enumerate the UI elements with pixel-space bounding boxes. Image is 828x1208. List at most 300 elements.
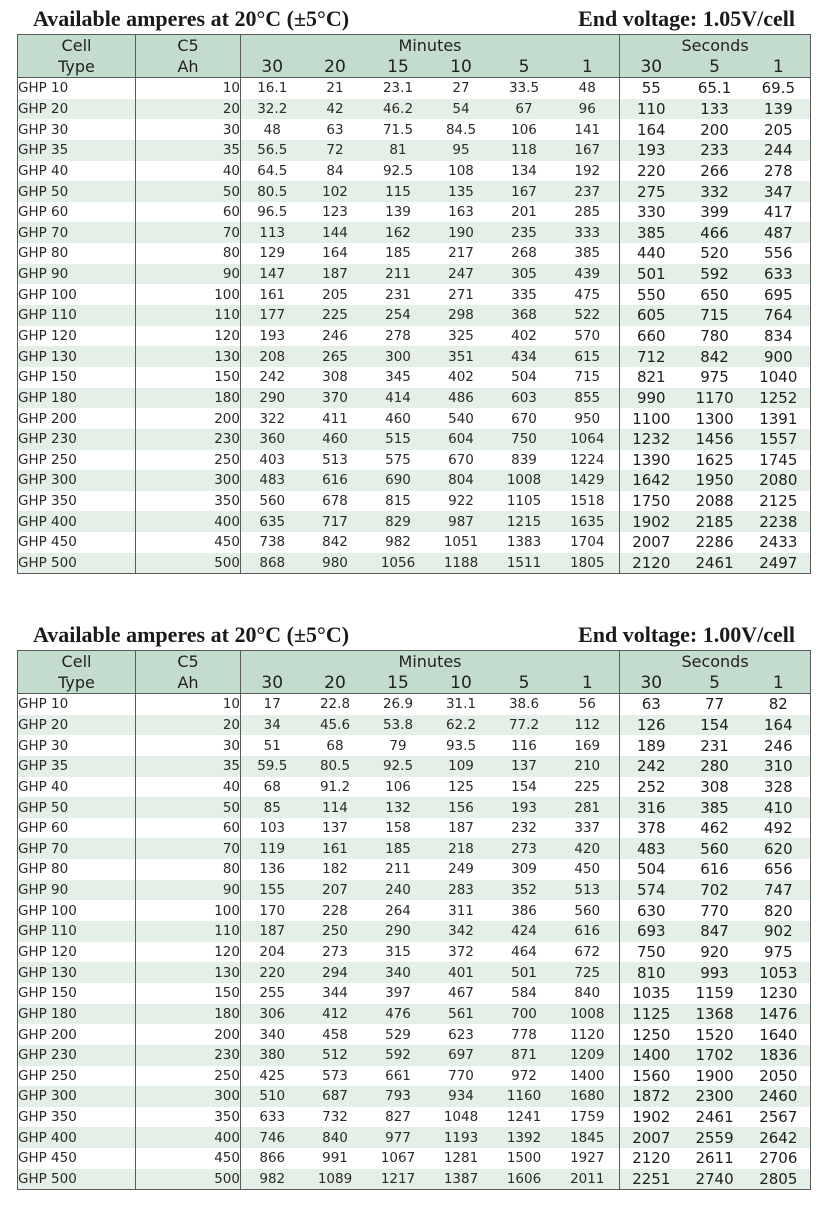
table-row: [18, 491, 811, 512]
value-cell: 1241: [506, 1109, 542, 1126]
table-row: [18, 1066, 811, 1087]
cell-type: GHP 230: [18, 1045, 136, 1066]
value-cell: 315: [385, 944, 411, 960]
capacity-cell: 20: [136, 99, 241, 120]
value-cell: 192: [556, 161, 620, 182]
capacity-cell: 350: [136, 491, 241, 512]
capacity-cell: 35: [136, 756, 241, 777]
value-cell: 556: [747, 243, 811, 264]
seconds-group-header: Seconds: [620, 35, 811, 57]
value-cell: 464: [511, 944, 537, 960]
value-cell: 225: [556, 777, 620, 798]
value-cell: 834: [747, 326, 811, 347]
value-cell: 660: [620, 326, 683, 347]
cell-type: GHP 500: [18, 553, 136, 574]
value-cell: 403: [241, 450, 304, 471]
value-cell: 2706: [747, 1148, 811, 1169]
value-cell: 616: [556, 921, 620, 942]
value-cell: 690: [367, 470, 430, 491]
value-cell: 1872: [620, 1086, 683, 1107]
value-cell: 115: [367, 181, 430, 202]
capacity-cell: 120: [136, 942, 241, 963]
value-cell: 982: [385, 534, 411, 551]
value-cell: 575: [385, 451, 411, 468]
cell-type: GHP 110: [18, 305, 136, 326]
value-cell: 23.1: [382, 80, 414, 97]
value-cell: 42: [304, 99, 367, 120]
capacity-cell: 150: [136, 367, 241, 388]
value-cell: 1902: [620, 511, 683, 532]
table-row: [18, 161, 811, 182]
value-cell: 842: [683, 346, 747, 367]
value-cell: 352: [493, 880, 556, 901]
cell-type: GHP 180: [18, 1004, 136, 1025]
cell-type: GHP 350: [18, 1107, 136, 1128]
value-cell: 1048: [443, 1109, 479, 1126]
minutes-column-header: 30: [241, 672, 304, 694]
value-cell: 114: [304, 797, 367, 818]
value-cell: 63: [326, 121, 344, 138]
value-cell: 561: [430, 1004, 493, 1025]
cell-type: GHP 300: [18, 470, 136, 491]
value-cell: 217: [448, 245, 474, 262]
value-cell: 1281: [443, 1150, 479, 1167]
value-cell: 434: [493, 346, 556, 367]
capacity-cell: 250: [136, 450, 241, 471]
table-row: [18, 921, 811, 942]
seconds-column-header: 1: [747, 672, 811, 694]
value-cell: 342: [430, 921, 493, 942]
value-cell: 1900: [695, 1066, 734, 1085]
value-cell: 975: [747, 942, 811, 963]
value-cell: 1064: [556, 429, 620, 450]
value-cell: 154: [683, 715, 747, 736]
value-cell: 1560: [620, 1066, 683, 1087]
value-cell: 386: [511, 902, 537, 919]
value-cell: 59.5: [241, 756, 304, 777]
header-row-columns: [18, 56, 811, 78]
seconds-column-header: 5: [683, 56, 747, 78]
value-cell: 96.5: [241, 202, 304, 223]
value-cell: 1805: [556, 553, 620, 574]
value-cell: 220: [241, 962, 304, 983]
cell-type: GHP 90: [18, 264, 136, 285]
discharge-table: [17, 34, 811, 574]
value-cell: 1105: [506, 493, 542, 510]
c5-header: C5: [136, 651, 241, 673]
value-cell: 501: [620, 264, 683, 285]
value-cell: 991: [322, 1150, 348, 1167]
value-cell: 492: [747, 818, 811, 839]
value-cell: 27: [452, 80, 470, 97]
value-cell: 380: [241, 1045, 304, 1066]
table-row: [18, 202, 811, 223]
table-row: [18, 797, 811, 818]
value-cell: 308: [322, 369, 348, 386]
table-row: [18, 1086, 811, 1107]
value-cell: 934: [430, 1086, 493, 1107]
value-cell: 164: [322, 245, 348, 262]
value-cell: 113: [241, 222, 304, 243]
end-voltage-label: End voltage: 1.05V/cell: [578, 6, 795, 31]
cell-type: GHP 300: [18, 1086, 136, 1107]
value-cell: 136: [241, 859, 304, 880]
value-cell: 190: [430, 222, 493, 243]
value-cell: 529: [385, 1026, 411, 1043]
value-cell: 670: [448, 451, 474, 468]
value-cell: 54: [430, 99, 493, 120]
capacity-cell: 80: [136, 243, 241, 264]
value-cell: 254: [367, 305, 430, 326]
value-cell: 56: [556, 694, 620, 715]
value-cell: 702: [683, 880, 747, 901]
value-cell: 185: [385, 245, 411, 262]
value-cell: 1008: [556, 1004, 620, 1025]
value-cell: 233: [683, 140, 747, 161]
cell-type: GHP 20: [18, 715, 136, 736]
cell-type: GHP 120: [18, 942, 136, 963]
value-cell: 322: [241, 408, 304, 429]
value-cell: 77: [705, 695, 725, 714]
value-cell: 2740: [683, 1169, 747, 1190]
table-row: [18, 715, 811, 736]
capacity-cell: 200: [136, 1024, 241, 1045]
cell-type: GHP 150: [18, 983, 136, 1004]
value-cell: 38.6: [508, 696, 540, 713]
cell-type: GHP 50: [18, 797, 136, 818]
capacity-cell: 180: [136, 1004, 241, 1025]
value-cell: 21: [326, 80, 344, 97]
value-cell: 821: [620, 367, 683, 388]
value-cell: 592: [367, 1045, 430, 1066]
table-row: [18, 450, 811, 471]
value-cell: 922: [448, 493, 474, 510]
value-cell: 513: [322, 451, 348, 468]
value-cell: 250: [304, 921, 367, 942]
value-cell: 2460: [747, 1086, 811, 1107]
value-cell: 515: [367, 429, 430, 450]
value-cell: 85: [241, 797, 304, 818]
capacity-cell: 40: [136, 161, 241, 182]
value-cell: 22.8: [319, 696, 351, 713]
value-cell: 77.2: [493, 715, 556, 736]
table-row: [18, 1127, 811, 1148]
cell-type: GHP 150: [18, 367, 136, 388]
value-cell: 298: [430, 305, 493, 326]
value-cell: 717: [304, 511, 367, 532]
value-cell: 1642: [620, 470, 683, 491]
value-cell: 64.5: [241, 161, 304, 182]
value-cell: 1387: [430, 1169, 493, 1190]
value-cell: 2185: [683, 511, 747, 532]
value-cell: 840: [304, 1127, 367, 1148]
value-cell: 161: [241, 284, 304, 305]
value-cell: 746: [241, 1127, 304, 1148]
value-cell: 249: [448, 861, 474, 878]
value-cell: 1008: [493, 470, 556, 491]
value-cell: 2461: [695, 1108, 734, 1127]
value-cell: 228: [322, 902, 348, 919]
value-cell: 311: [448, 902, 474, 919]
value-cell: 182: [322, 861, 348, 878]
capacity-cell: 180: [136, 388, 241, 409]
minutes-column-header: 15: [367, 56, 430, 78]
value-cell: 770: [448, 1067, 474, 1084]
value-cell: 417: [747, 202, 811, 223]
value-cell: 670: [511, 410, 537, 427]
value-cell: 268: [511, 245, 537, 262]
value-cell: 308: [700, 777, 729, 796]
value-cell: 2433: [747, 532, 811, 553]
value-cell: 372: [448, 944, 474, 960]
capacity-cell: 90: [136, 264, 241, 285]
value-cell: 697: [430, 1045, 493, 1066]
value-cell: 337: [556, 818, 620, 839]
table-row: [18, 181, 811, 202]
table-row: [18, 983, 811, 1004]
value-cell: 325: [448, 328, 474, 344]
value-cell: 125: [448, 778, 474, 795]
value-cell: 747: [747, 880, 811, 901]
value-cell: 868: [241, 553, 304, 574]
table-row: [18, 1107, 811, 1128]
value-cell: 300: [367, 346, 430, 367]
value-cell: 378: [620, 818, 683, 839]
capacity-cell: 70: [136, 838, 241, 859]
cell-type-header: Type: [18, 56, 136, 78]
capacity-cell: 50: [136, 797, 241, 818]
capacity-cell: 300: [136, 470, 241, 491]
value-cell: 827: [385, 1109, 411, 1126]
value-cell: 678: [322, 493, 348, 510]
value-cell: 71.5: [382, 121, 414, 138]
value-cell: 106: [511, 121, 537, 138]
value-cell: 177: [241, 305, 304, 326]
value-cell: 977: [367, 1127, 430, 1148]
value-cell: 167: [556, 140, 620, 161]
table-row: [18, 222, 811, 243]
value-cell: 95: [430, 140, 493, 161]
value-cell: 2300: [683, 1086, 747, 1107]
value-cell: 242: [241, 367, 304, 388]
value-cell: 1836: [747, 1045, 811, 1066]
value-cell: 231: [385, 286, 411, 303]
value-cell: 252: [620, 777, 683, 798]
table-row: [18, 900, 811, 921]
cell-type: GHP 60: [18, 818, 136, 839]
value-cell: 820: [747, 900, 811, 921]
cell-type-header: Cell: [18, 35, 136, 57]
value-cell: 91.2: [319, 778, 351, 795]
value-cell: 32.2: [241, 99, 304, 120]
value-cell: 661: [385, 1067, 411, 1084]
capacity-cell: 60: [136, 202, 241, 223]
value-cell: 440: [620, 243, 683, 264]
value-cell: 169: [556, 735, 620, 756]
value-cell: 1625: [695, 450, 734, 469]
value-cell: 118: [493, 140, 556, 161]
capacity-cell: 120: [136, 326, 241, 347]
value-cell: 414: [367, 388, 430, 409]
value-cell: 147: [241, 264, 304, 285]
value-cell: 34: [241, 715, 304, 736]
value-cell: 1160: [493, 1086, 556, 1107]
value-cell: 246: [747, 735, 811, 756]
cell-type: GHP 120: [18, 326, 136, 347]
value-cell: 205: [747, 119, 811, 140]
value-cell: 397: [385, 985, 411, 1002]
value-cell: 487: [747, 222, 811, 243]
value-cell: 1232: [620, 429, 683, 450]
value-cell: 410: [747, 797, 811, 818]
value-cell: 1400: [556, 1066, 620, 1087]
value-cell: 1557: [747, 429, 811, 450]
minutes-group-header: Minutes: [241, 35, 620, 57]
value-cell: 205: [322, 286, 348, 303]
value-cell: 1193: [430, 1127, 493, 1148]
value-cell: 112: [556, 715, 620, 736]
minutes-column-header: 30: [241, 56, 304, 78]
value-cell: 255: [241, 983, 304, 1004]
value-cell: 1230: [747, 983, 811, 1004]
value-cell: 993: [683, 962, 747, 983]
capacity-cell: 500: [136, 1169, 241, 1190]
value-cell: 163: [448, 204, 474, 221]
cell-type: GHP 40: [18, 777, 136, 798]
value-cell: 700: [493, 1004, 556, 1025]
value-cell: 1476: [747, 1004, 811, 1025]
minutes-column-header: 10: [430, 56, 493, 78]
value-cell: 51: [241, 735, 304, 756]
value-cell: 501: [493, 962, 556, 983]
value-cell: 137: [493, 756, 556, 777]
value-cell: 467: [448, 985, 474, 1002]
table-row: [18, 78, 811, 99]
value-cell: 871: [493, 1045, 556, 1066]
value-cell: 401: [430, 962, 493, 983]
value-cell: 332: [683, 181, 747, 202]
value-cell: 368: [493, 305, 556, 326]
value-cell: 247: [430, 264, 493, 285]
value-cell: 573: [322, 1067, 348, 1084]
value-cell: 840: [556, 983, 620, 1004]
value-cell: 139: [385, 204, 411, 221]
value-cell: 110: [620, 99, 683, 120]
value-cell: 483: [620, 838, 683, 859]
value-cell: 108: [448, 162, 474, 179]
value-cell: 96: [556, 99, 620, 120]
value-cell: 604: [430, 429, 493, 450]
value-cell: 242: [620, 756, 683, 777]
value-cell: 810: [620, 962, 683, 983]
value-cell: 584: [511, 985, 537, 1002]
value-cell: 211: [367, 264, 430, 285]
cell-type: GHP 200: [18, 1024, 136, 1045]
value-cell: 1845: [556, 1127, 620, 1148]
value-cell: 187: [304, 264, 367, 285]
table-row: [18, 1024, 811, 1045]
value-cell: 1159: [695, 984, 734, 1003]
table-row: [18, 838, 811, 859]
value-cell: 232: [511, 820, 537, 837]
seconds-column-header: 30: [620, 672, 683, 694]
value-cell: 155: [241, 880, 304, 901]
value-cell: 264: [385, 902, 411, 919]
value-cell: 330: [620, 202, 683, 223]
minutes-column-header: 1: [556, 56, 620, 78]
capacity-cell: 350: [136, 1107, 241, 1128]
value-cell: 164: [620, 119, 683, 140]
value-cell: 1680: [556, 1086, 620, 1107]
value-cell: 48: [241, 119, 304, 140]
value-cell: 513: [556, 880, 620, 901]
cell-type: GHP 200: [18, 408, 136, 429]
cell-type: GHP 20: [18, 99, 136, 120]
table-row: [18, 532, 811, 553]
table-row: [18, 1148, 811, 1169]
cell-type: GHP 100: [18, 284, 136, 305]
value-cell: 328: [747, 777, 811, 798]
value-cell: 1429: [556, 470, 620, 491]
value-cell: 972: [511, 1067, 537, 1084]
capacity-cell: 100: [136, 284, 241, 305]
value-cell: 271: [448, 286, 474, 303]
table-row: [18, 99, 811, 120]
cell-type-header: Type: [18, 672, 136, 694]
table-title: Available amperes at 20°C (±5°C): [33, 6, 350, 31]
value-cell: 265: [304, 346, 367, 367]
value-cell: 109: [430, 756, 493, 777]
value-cell: 560: [683, 838, 747, 859]
value-cell: 592: [683, 264, 747, 285]
value-cell: 1606: [493, 1169, 556, 1190]
value-cell: 92.5: [382, 162, 414, 179]
cell-type: GHP 35: [18, 140, 136, 161]
table-row: [18, 388, 811, 409]
header-row-group: [18, 35, 811, 57]
value-cell: 218: [430, 838, 493, 859]
minutes-column-header: 20: [304, 56, 367, 78]
value-cell: 2011: [556, 1169, 620, 1190]
table-row: [18, 429, 811, 450]
value-cell: 2007: [620, 532, 683, 553]
value-cell: 715: [556, 367, 620, 388]
cell-type: GHP 60: [18, 202, 136, 223]
capacity-cell: 90: [136, 880, 241, 901]
value-cell: 412: [304, 1004, 367, 1025]
value-cell: 81: [367, 140, 430, 161]
discharge-table-section-1: [0, 4, 828, 573]
capacity-cell: 50: [136, 181, 241, 202]
value-cell: 1217: [367, 1169, 430, 1190]
value-cell: 63: [620, 694, 683, 715]
value-cell: 1750: [620, 491, 683, 512]
capacity-cell: 10: [136, 694, 241, 715]
value-cell: 732: [322, 1109, 348, 1126]
value-cell: 335: [511, 286, 537, 303]
table-title-bar: [0, 4, 828, 34]
value-cell: 504: [620, 859, 683, 880]
value-cell: 133: [683, 99, 747, 120]
value-cell: 123: [322, 204, 348, 221]
value-cell: 84.5: [445, 121, 477, 138]
cell-type: GHP 80: [18, 859, 136, 880]
value-cell: 1635: [556, 511, 620, 532]
value-cell: 512: [304, 1045, 367, 1066]
capacity-cell: 250: [136, 1066, 241, 1087]
value-cell: 402: [511, 328, 537, 344]
value-cell: 750: [493, 429, 556, 450]
